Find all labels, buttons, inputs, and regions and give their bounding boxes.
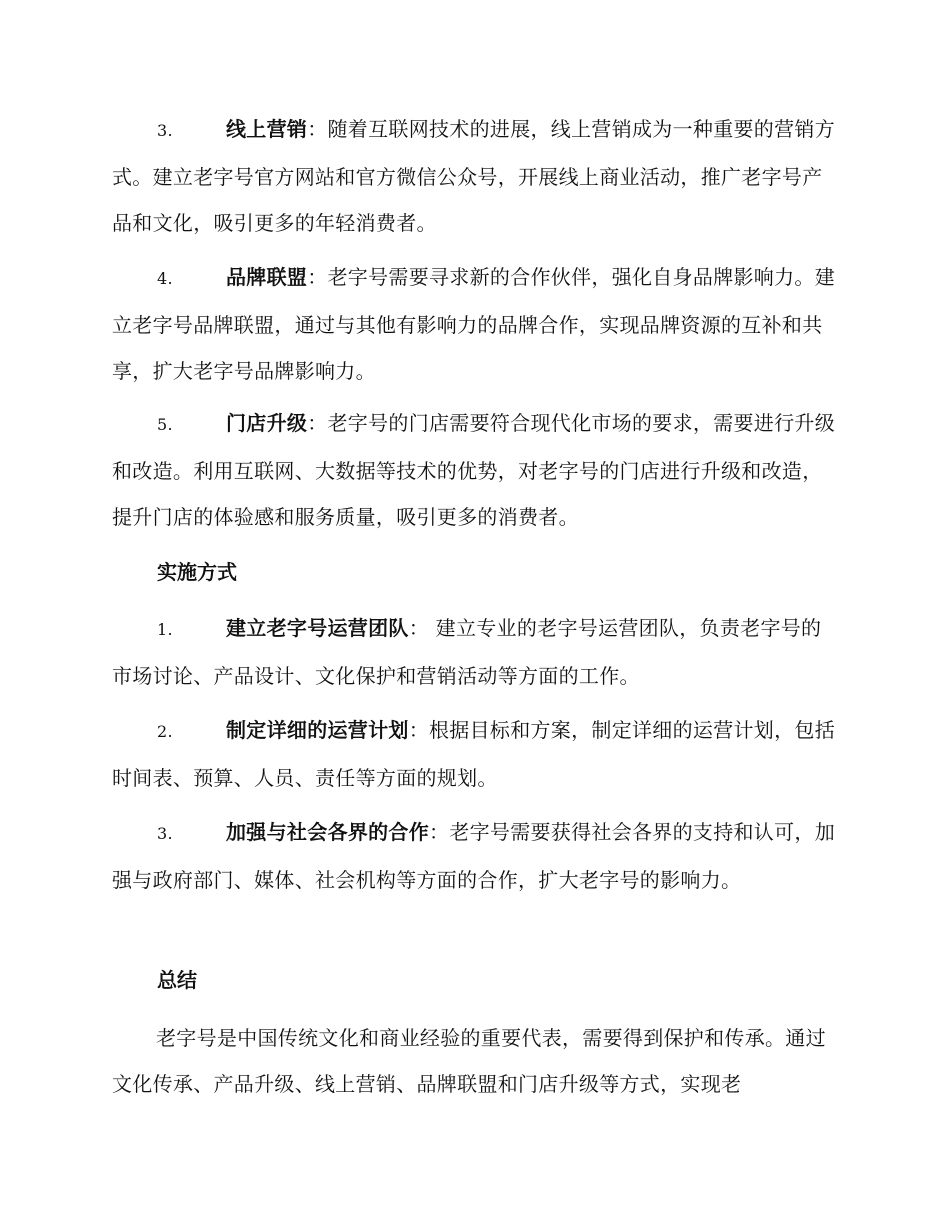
item-label: 建立老字号运营团队 [226, 616, 409, 640]
item-text: ： 建立专业的老字号运营团队，负责老字号的市场讨论、产品设计、文化保护和营销活动等方面的工作。 [112, 616, 822, 688]
item-label: 门店升级 [226, 411, 308, 435]
item-text: ：随着互联网技术的进展，线上营销成为一种重要的营销方式。建立老字号官方网站和官方微信公众号，开展线上商业活动，推广老字号产品和文化，吸引更多的年轻消费者。 [112, 117, 836, 235]
item-text: ：老字号需要获得社会各界的支持和认可，加强与政府部门、媒体、社会机构等方面的合作，扩大老字号的影响力。 [112, 820, 835, 892]
item-label: 品牌联盟 [226, 265, 308, 289]
section-heading-implementation: 实施方式 [157, 560, 237, 584]
item-label: 线上营销 [226, 117, 308, 141]
list-item-store-upgrade [112, 400, 836, 540]
list-number: 3. [157, 121, 173, 140]
list-item-cooperation [112, 809, 836, 903]
list-number: 3. [157, 824, 173, 843]
list-item-operations-plan [112, 707, 836, 801]
list-number: 5. [157, 415, 173, 434]
item-label: 加强与社会各界的合作 [226, 820, 429, 844]
summary-paragraph: 老字号是中国传统文化和商业经验的重要代表，需要得到保护和传承。通过文化传承、产品升级、线上营销、品牌联盟和门店升级等方式，实现老 [112, 1026, 826, 1096]
item-text: ：老字号需要寻求新的合作伙伴，强化自身品牌影响力。建立老字号品牌联盟，通过与其他有影响力的品牌合作，实现品牌资源的互补和共享，扩大老字号品牌影响力。 [112, 265, 836, 383]
section-heading-summary: 总结 [157, 968, 197, 992]
list-item-operations-team [112, 605, 836, 699]
list-number: 2. [157, 722, 173, 741]
list-number: 4. [157, 269, 173, 288]
item-text: ：根据目标和方案，制定详细的运营计划，包括时间表、预算、人员、责任等方面的规划。 [112, 718, 836, 790]
item-text: ：老字号的门店需要符合现代化市场的要求，需要进行升级和改造。利用互联网、大数据等技术的优势，对老字号的门店进行升级和改造，提升门店的体验感和服务质量，吸引更多的消费者。 [112, 411, 836, 529]
item-label: 制定详细的运营计划 [226, 718, 409, 742]
list-number: 1. [157, 620, 173, 639]
list-item-brand-alliance [112, 254, 836, 394]
list-item-online-marketing [112, 106, 836, 246]
